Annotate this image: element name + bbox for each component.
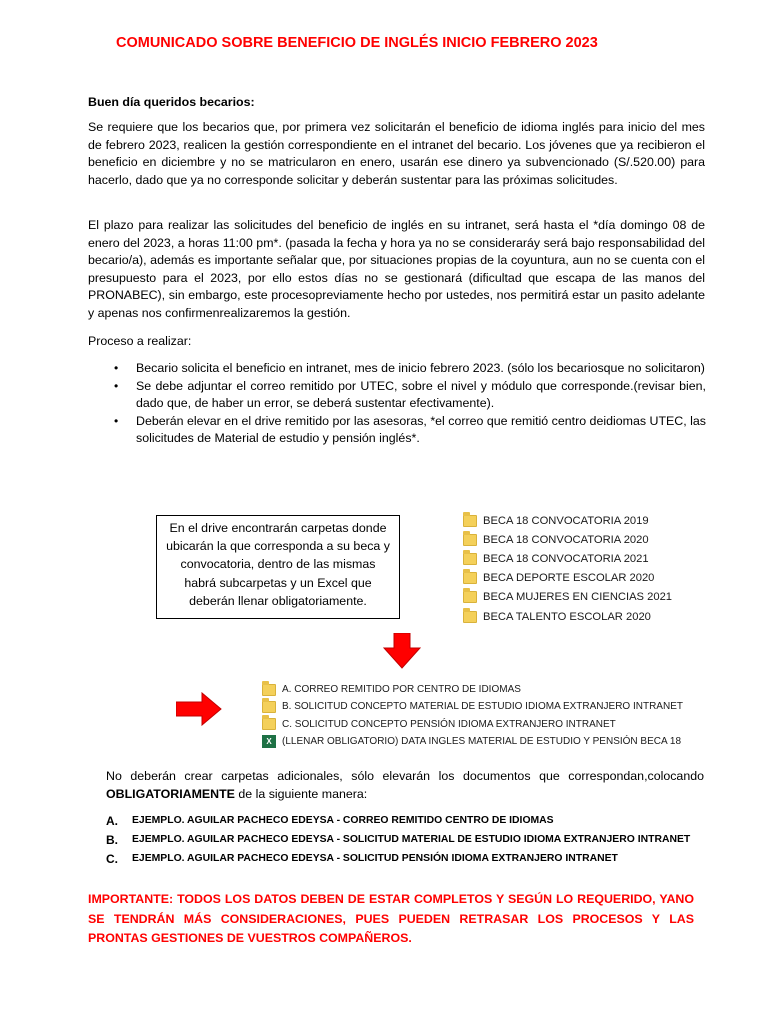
folder-icon [463,534,477,546]
folder-label: BECA TALENTO ESCOLAR 2020 [483,610,651,623]
subfolder-label: A. CORREO REMITIDO POR CENTRO DE IDIOMAS [282,684,521,696]
excel-file-item[interactable] [262,733,683,750]
bullet-marker: • [114,361,119,375]
folder-label: BECA MUJERES EN CIENCIAS 2021 [483,591,673,604]
folder-item[interactable] [463,588,672,607]
folder-icon [463,611,477,623]
bullet-marker: • [114,413,119,428]
subfolder-item[interactable] [262,716,683,733]
arrow-right-icon [176,692,222,726]
instructions-emphasis: OBLIGATORIAMENTE [106,786,235,801]
folder-item[interactable] [463,530,672,549]
example-marker: B. [106,832,118,847]
subfolder-label: C. SOLICITUD CONCEPTO PENSIÓN IDIOMA EXTRANJERO INTRANET [282,718,616,730]
excel-file-label: (LLENAR OBLIGATORIO) DATA INGLES MATERIAL DE ESTUDIO Y PENSIÓN BECA 18 [282,736,681,748]
excel-file-icon: X [262,735,276,748]
folder-icon [463,572,477,584]
drive-info-box: En el drive encontrarán carpetas donde ubicarán la que corresponda a su beca y convocatoria, dentro de las mismas habrá subcarpetas y un Excel que deberán llenar obligatoriamente. [156,515,400,619]
instructions-text: No deberán crear carpetas adicionales, sólo elevarán los documentos que correspondan,colocando [106,769,704,783]
folder-item[interactable] [463,607,672,626]
important-notice: IMPORTANTE: TODOS LOS DATOS DEBEN DE ESTAR COMPLETOS Y SEGÚN LO REQUERIDO, YANO SE TENDRÁN MÁS CONSIDERACIONES, PUES PUEDEN RETRASAR LOS PROCESOS Y LAS PRONTAS GESTIONES DE VUESTROS COMPAÑEROS. [88,892,694,945]
list-item [112,360,706,378]
subfolder-label: B. SOLICITUD CONCEPTO MATERIAL DE ESTUDIO IDIOMA EXTRANJERO INTRANET [282,701,683,713]
example-item [106,849,690,868]
naming-examples [106,811,690,868]
greeting: Buen día queridos becarios: [88,95,255,109]
subfolder-item[interactable] [262,681,683,698]
folder-item[interactable] [463,549,672,568]
folder-label: BECA 18 CONVOCATORIA 2019 [483,514,649,527]
folder-label: BECA DEPORTE ESCOLAR 2020 [483,572,655,585]
process-list [112,360,706,448]
instructions-paragraph [106,768,704,804]
list-item [112,378,706,413]
folder-label: BECA 18 CONVOCATORIA 2021 [483,552,649,565]
folder-list [463,511,672,626]
folder-icon [463,553,477,565]
folder-icon [262,718,276,730]
example-text: EJEMPLO. AGUILAR PACHECO EDEYSA - CORREO REMITIDO CENTRO DE IDIOMAS [132,815,554,826]
folder-item[interactable] [463,511,672,530]
example-item [106,830,690,849]
document-title: COMUNICADO SOBRE BENEFICIO DE INGLÉS INICIO FEBRERO 2023 [116,35,598,51]
folder-icon [262,684,276,696]
process-heading: Proceso a realizar: [88,334,192,348]
list-item-text: Becario solicita el beneficio en intranet, mes de inicio febrero 2023. (sólo los becariosque no solicitaron) [136,361,705,375]
example-marker: C. [106,851,118,866]
bullet-marker: • [114,378,119,393]
list-item-text: Deberán elevar en el drive remitido por las asesoras, *el correo que remitió centro deidiomas UTEC, las solicitudes de Material de estudio y pensión inglés*. [136,413,706,446]
list-item [112,413,706,448]
folder-item[interactable] [463,569,672,588]
instructions-text-end: de la siguiente manera: [234,786,368,801]
example-marker: A. [106,813,118,828]
intro-paragraph: Se requiere que los becarios que, por primera vez solicitarán el beneficio de idioma inglés para inicio del mes de febrero 2023, realicen la gestión correspondiente en el intranet del becario. Los jóvenes que ya recibieron el beneficio en diciembre y no se matricularon en enero, usarán ese dinero ya subvencionado (S/.520.00) para hacerlo, dado que ya no corresponde solicitar y deberán sustentar para las próximas solicitudes. [88,120,705,187]
subfolder-item[interactable] [262,698,683,715]
example-text: EJEMPLO. AGUILAR PACHECO EDEYSA - SOLICITUD MATERIAL DE ESTUDIO IDIOMA EXTRANJERO INTRANET [132,834,691,845]
folder-icon [463,591,477,603]
arrow-down-icon [383,633,421,669]
folder-icon [262,701,276,713]
deadline-paragraph: El plazo para realizar las solicitudes del beneficio de inglés en su intranet, será hasta el *día domingo 08 de enero del 2023, a horas 11:00 pm*. (pasada la fecha y hora ya no se consideraráy será bajo responsabilidad del becario/a), además es importante señalar que, por situaciones propias de la coyuntura, aun no se cuenta con el presupuesto para el 2023, por ello estos días no se gestionará (dificultad que escapa de las manos del PRONABEC), sin embargo, este procesopreviamente hecho por ustedes, nos permitirá estar un pasito adelante y apenas nos confirmenrealizaremos la gestión. [88,218,705,320]
example-item [106,811,690,830]
subfolder-list [262,681,683,750]
example-text: EJEMPLO. AGUILAR PACHECO EDEYSA - SOLICITUD PENSIÓN IDIOMA EXTRANJERO INTRANET [132,853,618,864]
folder-label: BECA 18 CONVOCATORIA 2020 [483,533,649,546]
list-item-text: Se debe adjuntar el correo remitido por UTEC, sobre el nivel y módulo que corresponde.(revisar bien, dado que, de haber un error, se deberá sustentar efectivamente). [136,378,706,411]
folder-icon [463,515,477,527]
